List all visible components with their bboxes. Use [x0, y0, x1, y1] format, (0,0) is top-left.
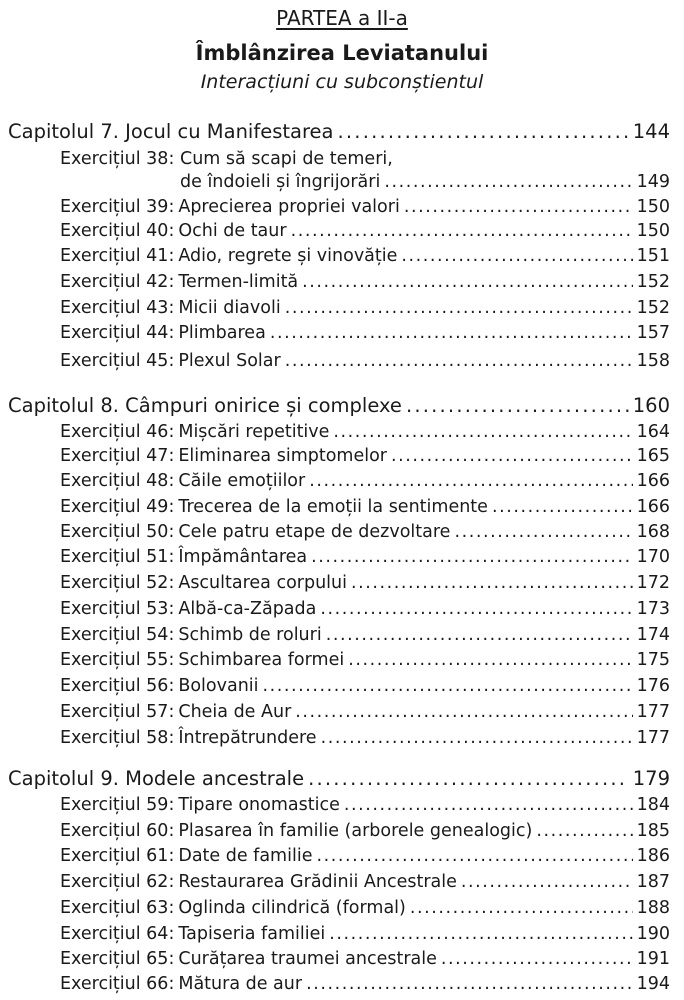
toc-exercise-60[interactable]	[60, 821, 670, 841]
exercise-title: Trecerea de la emoții la sentimente	[178, 497, 488, 517]
toc-exercise-64[interactable]	[60, 924, 670, 944]
exercise-page: 194	[636, 974, 670, 994]
toc-chapter-7[interactable]	[8, 120, 670, 143]
toc-exercise-38-line2[interactable]	[180, 172, 670, 192]
exercise-page: 187	[636, 872, 670, 892]
dot-leader	[263, 676, 633, 696]
exercise-page: 184	[636, 795, 670, 815]
toc-chapter-9[interactable]	[8, 767, 670, 790]
exercise-page: 170	[636, 547, 670, 567]
exercise-label: Exercițiul 56:	[60, 676, 175, 696]
dot-leader	[401, 246, 632, 266]
toc-exercise-65[interactable]	[60, 949, 670, 969]
exercise-label: Exercițiul 65:	[60, 949, 175, 969]
dot-leader	[285, 351, 633, 371]
exercise-page: 172	[636, 573, 670, 593]
exercise-title: Plasarea în familie (arborele genealogic)	[178, 821, 533, 841]
chapter-title: Capitolul 7. Jocul cu Manifestarea	[8, 120, 334, 143]
exercise-page: 150	[636, 197, 670, 217]
exercise-page: 177	[636, 702, 670, 722]
exercise-page: 173	[636, 599, 670, 619]
toc-exercise-51[interactable]	[60, 547, 670, 567]
exercise-label: Exercițiul 51:	[60, 547, 175, 567]
exercise-title: Mătura de aur	[178, 974, 303, 994]
toc-exercise-38[interactable]	[60, 149, 670, 169]
dot-leader	[492, 497, 633, 517]
dot-leader	[338, 120, 629, 143]
toc-exercise-41[interactable]	[60, 246, 670, 266]
dot-leader	[404, 197, 633, 217]
exercise-page: 164	[636, 422, 670, 442]
dot-leader	[320, 599, 632, 619]
exercise-title: de îndoieli și îngrijorări	[180, 172, 381, 192]
dot-leader	[291, 221, 633, 241]
exercise-page: 175	[636, 650, 670, 670]
exercise-page: 152	[636, 298, 670, 318]
toc-exercise-59[interactable]	[60, 795, 670, 815]
toc-exercise-57[interactable]	[60, 702, 670, 722]
exercise-label: Exercițiul 41:	[60, 246, 175, 266]
dot-leader	[326, 625, 633, 645]
exercise-label: Exercițiul 64:	[60, 924, 175, 944]
toc-exercise-45[interactable]	[60, 351, 670, 371]
chapter-title: Capitolul 9. Modele ancestrale	[8, 767, 305, 790]
toc-exercise-53[interactable]	[60, 599, 670, 619]
exercise-title: Date de familie	[178, 846, 313, 866]
toc-exercise-66[interactable]	[60, 974, 670, 994]
exercise-page: 157	[636, 323, 670, 343]
exercise-label: Exercițiul 61:	[60, 846, 175, 866]
toc-exercise-52[interactable]	[60, 573, 670, 593]
exercise-label: Exercițiul 60:	[60, 821, 175, 841]
dot-leader	[461, 872, 633, 892]
toc-exercise-54[interactable]	[60, 625, 670, 645]
exercise-label: Exercițiul 39:	[60, 197, 175, 217]
exercise-label: Exercițiul 52:	[60, 573, 175, 593]
dot-leader	[285, 298, 633, 318]
dot-leader	[410, 898, 633, 918]
exercise-title: Căile emoțiilor	[178, 471, 306, 491]
exercise-label: Exercițiul 66:	[60, 974, 175, 994]
dot-leader	[302, 272, 632, 292]
exercise-label: Exercițiul 44:	[60, 323, 175, 343]
exercise-label: Exercițiul 46:	[60, 422, 175, 442]
exercise-page: 152	[636, 272, 670, 292]
toc-exercise-56[interactable]	[60, 676, 670, 696]
part-label: PARTEA a II-a	[276, 6, 408, 30]
exercise-title: Micii diavoli	[178, 298, 281, 318]
exercise-label: Exercițiul 58:	[60, 728, 175, 748]
toc-exercise-47[interactable]	[60, 446, 670, 466]
toc-exercise-42[interactable]	[60, 272, 670, 292]
exercise-page: 185	[636, 821, 670, 841]
toc-chapter-8[interactable]	[8, 394, 670, 417]
exercise-title: Plexul Solar	[178, 351, 281, 371]
dot-leader	[329, 924, 632, 944]
dot-leader	[351, 573, 633, 593]
toc-exercise-40[interactable]	[60, 221, 670, 241]
exercise-label: Exercițiul 49:	[60, 497, 175, 517]
exercise-label: Exercițiul 57:	[60, 702, 175, 722]
exercise-label: Exercițiul 54:	[60, 625, 175, 645]
exercise-page: 158	[636, 351, 670, 371]
exercise-label: Exercițiul 53:	[60, 599, 175, 619]
exercise-page: 166	[636, 471, 670, 491]
chapter-page: 144	[632, 120, 670, 143]
chapter-page: 160	[632, 394, 670, 417]
exercise-title: Adio, regrete și vinovăție	[178, 246, 398, 266]
exercise-label: Exercițiul 38:	[60, 149, 175, 169]
exercise-label: Exercițiul 62:	[60, 872, 175, 892]
dot-leader	[406, 394, 629, 417]
exercise-label: Exercițiul 42:	[60, 272, 175, 292]
exercise-page: 151	[636, 246, 670, 266]
exercise-title: Oglinda cilindrică (formal)	[178, 898, 406, 918]
exercise-page: 174	[636, 625, 670, 645]
exercise-title: Plimbarea	[178, 323, 266, 343]
dot-leader	[348, 650, 632, 670]
exercise-page: 166	[636, 497, 670, 517]
exercise-title: Restaurarea Grădinii Ancestrale	[178, 872, 457, 892]
exercise-label: Exercițiul 47:	[60, 446, 175, 466]
exercise-title: Ochi de taur	[178, 221, 287, 241]
exercise-title: Termen-limită	[178, 272, 299, 292]
exercise-page: 186	[636, 846, 670, 866]
exercise-title: Întrepătrundere	[178, 728, 317, 748]
exercise-page: 150	[636, 221, 670, 241]
exercise-title: Tipare onomastice	[178, 795, 340, 815]
exercise-page: 176	[636, 676, 670, 696]
dot-leader	[536, 821, 632, 841]
dot-leader	[270, 323, 633, 343]
exercise-title: Tapiseria familiei	[178, 924, 326, 944]
exercise-title: Mișcări repetitive	[178, 422, 330, 442]
toc-exercise-63[interactable]	[60, 898, 670, 918]
exercise-label: Exercițiul 40:	[60, 221, 175, 241]
exercise-page: 149	[636, 172, 670, 192]
exercise-title: Ascultarea corpului	[178, 573, 347, 593]
exercise-page: 190	[636, 924, 670, 944]
toc-exercise-46[interactable]	[60, 422, 670, 442]
exercise-title: Eliminarea simptomelor	[178, 446, 387, 466]
exercise-label: Exercițiul 55:	[60, 650, 175, 670]
exercise-title: Bolovanii	[178, 676, 259, 696]
exercise-page: 177	[636, 728, 670, 748]
dot-leader	[391, 446, 633, 466]
exercise-title: Aprecierea propriei valori	[178, 197, 400, 217]
toc-exercise-44[interactable]	[60, 323, 670, 343]
dot-leader	[384, 172, 632, 192]
exercise-label: Exercițiul 43:	[60, 298, 175, 318]
toc-exercise-62[interactable]	[60, 872, 670, 892]
exercise-label: Exercițiul 63:	[60, 898, 175, 918]
toc-exercise-43[interactable]	[60, 298, 670, 318]
exercise-page: 165	[636, 446, 670, 466]
dot-leader	[333, 422, 632, 442]
chapter-title: Capitolul 8. Câmpuri onirice și complexe	[8, 394, 402, 417]
dot-leader	[321, 728, 633, 748]
dot-leader	[309, 471, 632, 491]
exercise-page: 188	[636, 898, 670, 918]
chapter-page: 179	[632, 767, 670, 790]
exercise-title: Schimb de roluri	[178, 625, 322, 645]
exercise-title: Cheia de Aur	[178, 702, 292, 722]
toc-exercise-50[interactable]	[60, 522, 670, 542]
exercise-label: Exercițiul 50:	[60, 522, 175, 542]
dot-leader	[454, 522, 632, 542]
exercise-page: 168	[636, 522, 670, 542]
dot-leader	[316, 846, 632, 866]
toc-exercise-49[interactable]	[60, 497, 670, 517]
exercise-title: Cele patru etape de dezvoltare	[178, 522, 451, 542]
dot-leader	[306, 974, 633, 994]
toc-exercise-55[interactable]	[60, 650, 670, 670]
exercise-title: Albă-ca-Zăpada	[178, 599, 317, 619]
toc-exercise-61[interactable]	[60, 846, 670, 866]
toc-exercise-58[interactable]	[60, 728, 670, 748]
dot-leader	[308, 767, 629, 790]
toc-exercise-48[interactable]	[60, 471, 670, 491]
exercise-title: Curățarea traumei ancestrale	[178, 949, 437, 969]
dot-leader	[295, 702, 632, 722]
exercise-label: Exercițiul 59:	[60, 795, 175, 815]
exercise-label: Exercițiul 48:	[60, 471, 175, 491]
toc-exercise-39[interactable]	[60, 197, 670, 217]
exercise-label: Exercițiul 45:	[60, 351, 175, 371]
exercise-title-line1: Cum să scapi de temeri,	[180, 149, 393, 169]
part-subtitle: Interacțiuni cu subconștientul	[200, 71, 484, 93]
dot-leader	[441, 949, 633, 969]
part-title: Îmblânzirea Leviatanului	[195, 41, 489, 65]
exercise-title: Împământarea	[178, 547, 308, 567]
exercise-title: Schimbarea formei	[178, 650, 345, 670]
exercise-page: 191	[636, 949, 670, 969]
dot-leader	[311, 547, 632, 567]
dot-leader	[344, 795, 633, 815]
